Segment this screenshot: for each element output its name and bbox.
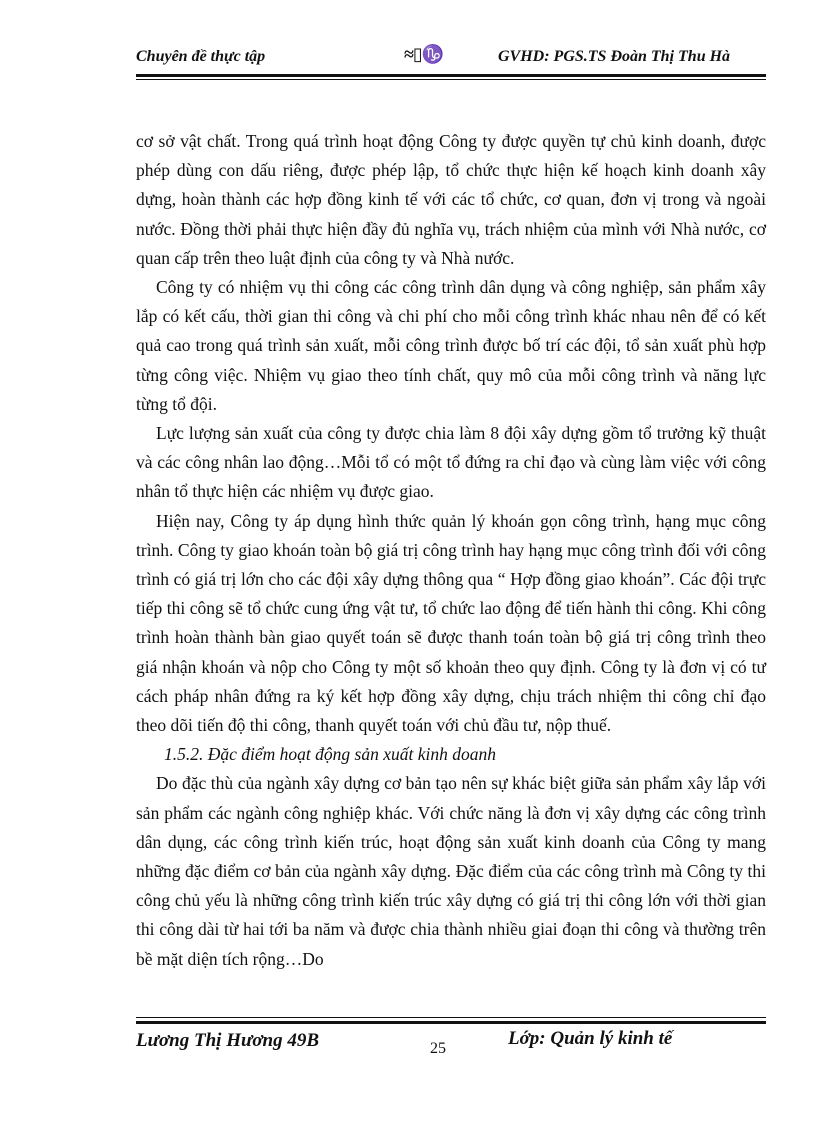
paragraph: Lực lượng sản xuất của công ty được chia làm 8 đội xây dựng gồm tổ trưởng kỹ thuật và các công nhân lao động…Mỗi tổ có một tổ đứng ra chỉ đạo và cùng làm việc với công nhân tổ thực hiện các nhiệm vụ được giao. bbox=[136, 423, 766, 502]
ornament-icon: ≈▯♑ bbox=[404, 44, 444, 64]
page-header bbox=[136, 44, 766, 74]
page-number: 25 bbox=[430, 1040, 446, 1057]
footer-rule-thick bbox=[136, 1021, 766, 1024]
header-title: Chuyên đề thực tập bbox=[136, 48, 266, 65]
page-body bbox=[136, 127, 766, 974]
header-rule-thin bbox=[136, 79, 766, 80]
header-rule-thick bbox=[136, 74, 766, 77]
header-supervisor: GVHD: PGS.TS Đoàn Thị Thu Hà bbox=[498, 48, 731, 65]
paragraph: Do đặc thù của ngành xây dựng cơ bản tạo nên sự khác biệt giữa sản phẩm xây lắp với sản phẩm các ngành công nghiệp khác. Với chức năng là đơn vị xây dựng các công trình dân dụng, các công trình kiến trúc, hoạt động sản xuất kinh doanh của Công ty mang những đặc điểm cơ bản của ngành xây dựng. Đặc điểm của các công trình mà Công ty thi công chủ yếu là những công trình kiến trúc xây dựng có giá trị thi công lớn với thời gian thi công dài từ hai tới ba năm và được chia thành nhiều giai đoạn thi công và thường trên bề mặt diện tích rộng…Do bbox=[136, 773, 766, 969]
paragraph: Hiện nay, Công ty áp dụng hình thức quản lý khoán gọn công trình, hạng mục công trình. Công ty giao khoán toàn bộ giá trị công trình hay hạng mục công trình đối với công trình có giá trị lớn cho các đội xây dựng thông qua “ Hợp đồng giao khoán”. Các đội trực tiếp thi công sẽ tổ chức cung ứng vật tư, tổ chức lao động để tiến hành thi công. Khi công trình hoàn thành bàn giao quyết toán sẽ được thanh toán toàn bộ giá trị công trình theo giá nhận khoán và nộp cho Công ty một số khoản theo quy định. Công ty là đơn vị có tư cách pháp nhân đứng ra ký kết hợp đồng xây dựng, chịu trách nhiệm thi công chỉ đạo theo dõi tiến độ thi công, thanh quyết toán với chủ đầu tư, nộp thuế. bbox=[136, 510, 766, 736]
footer-class: Lớp: Quản lý kinh tế bbox=[508, 1028, 673, 1049]
section-heading: 1.5.2. Đặc điểm hoạt động sản xuất kinh doanh bbox=[164, 744, 496, 765]
paragraph: cơ sở vật chất. Trong quá trình hoạt động Công ty được quyền tự chủ kinh doanh, được phép dùng con dấu riêng, được phép lập, tổ chức thực hiện kế hoạch kinh doanh xây dựng, hoàn thành các hợp đồng kinh tế với các tổ chức, cơ quan, đơn vị trong và ngoài nước. Đồng thời phải thực hiện đầy đủ nghĩa vụ, trách nhiệm của mình với Nhà nước, cơ quan cấp trên theo luật định của công ty và Nhà nước. bbox=[136, 131, 766, 268]
paragraph: Công ty có nhiệm vụ thi công các công trình dân dụng và công nghiệp, sản phẩm xây lắp có kết cấu, thời gian thi công và chi phí cho mỗi công trình khác nhau nên để có kết quả cao trong quá trình sản xuất, mỗi công trình được bố trí các đội, tổ sản xuất phù hợp từng công việc. Nhiệm vụ giao theo tính chất, quy mô của mỗi công trình và năng lực từng tổ đội. bbox=[136, 277, 766, 414]
footer-rule-thin bbox=[136, 1017, 766, 1018]
footer-author: Lương Thị Hương 49B bbox=[136, 1030, 320, 1051]
